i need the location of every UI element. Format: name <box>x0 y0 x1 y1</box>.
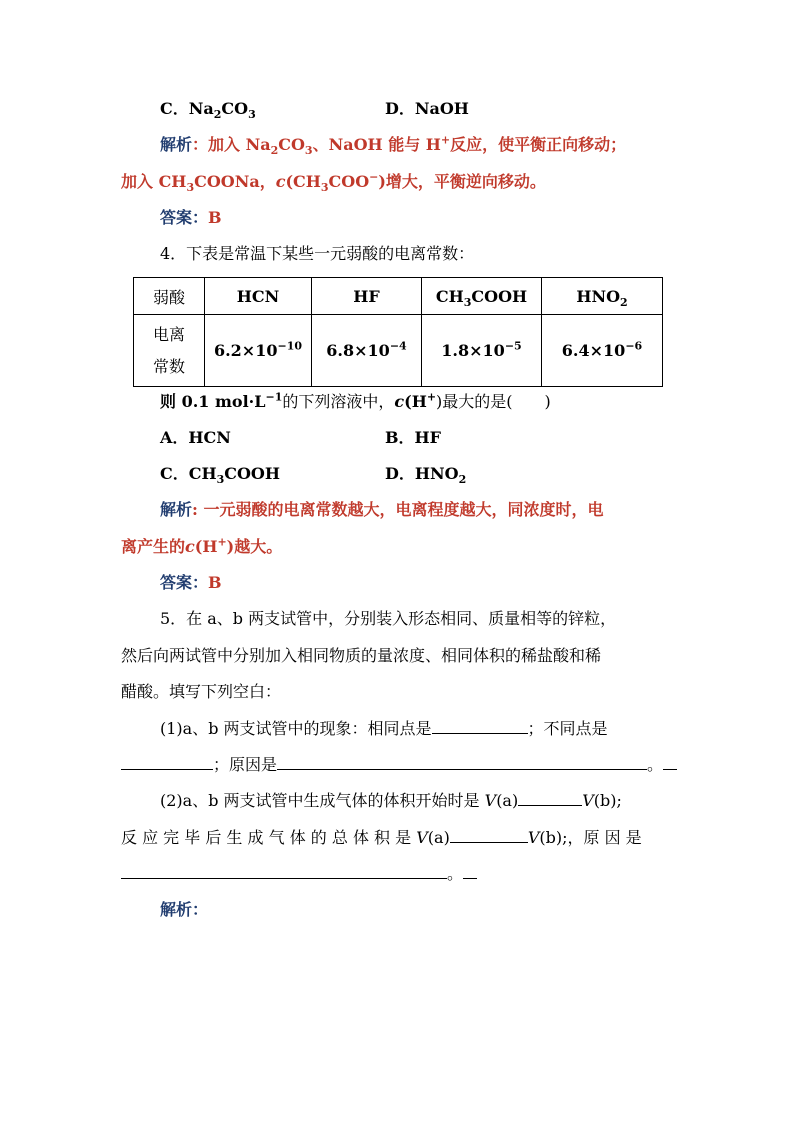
text: 。 <box>447 864 464 883</box>
text: ，原 因 是 <box>567 828 642 847</box>
value-base: 1.8×10 <box>441 341 505 360</box>
acid-hf: HF <box>312 278 422 315</box>
text: 反 应 完 毕 后 生 成 气 体 的 总 体 积 是 <box>121 828 417 847</box>
text: ；不同点是 <box>527 719 608 738</box>
q5-stem-line1: 5．在 a、b 两支试管中，分别装入形态相同、质量相等的锌粒， <box>160 609 617 628</box>
formula-part: COOH <box>471 286 528 306</box>
text: (H <box>404 392 427 411</box>
text: 离产生的 <box>121 537 186 556</box>
k-hcn <box>205 315 312 387</box>
text: )最大的是( ) <box>436 392 551 411</box>
blank-tail <box>663 753 677 770</box>
q3-analysis-line2 <box>121 171 546 193</box>
analysis-label: 解析 <box>160 900 193 919</box>
answer-blank-total-volume[interactable] <box>450 826 528 843</box>
row-label-ionization-constant <box>134 315 205 387</box>
text: (b); <box>539 828 568 847</box>
text: (1)a、b 两支试管中的现象：相同点是 <box>160 719 432 738</box>
colon: ： <box>192 900 209 919</box>
text: 加入 CH <box>121 172 187 191</box>
row-label-weak-acid: 弱酸 <box>134 278 205 315</box>
italic-v: V <box>527 828 540 847</box>
italic-v: V <box>416 828 428 847</box>
label-part: 电离 <box>152 324 185 344</box>
formula-part: HNO <box>576 286 621 306</box>
text: (H <box>194 537 218 556</box>
value-base: 6.4×10 <box>561 341 626 360</box>
text: D．HNO <box>385 464 459 483</box>
acid-ch3cooh <box>422 278 542 315</box>
formula-part: CO <box>221 99 249 118</box>
analysis-label: 解析 <box>160 500 193 519</box>
option-c-letter: C． <box>160 99 189 118</box>
text: )增大，平衡逆向移动。 <box>378 172 546 191</box>
text: (a) <box>496 791 519 810</box>
answer-label: 答案 <box>160 208 193 227</box>
subscript: 2 <box>213 108 222 122</box>
text: 、NaOH 能与 H <box>312 135 441 154</box>
q3-option-c <box>160 98 256 120</box>
q5-part2-line1 <box>160 789 622 812</box>
q5-analysis <box>160 899 208 921</box>
analysis-label: 解析 <box>160 135 193 154</box>
answer-blank-initial-volume[interactable] <box>518 789 582 806</box>
exponent: −6 <box>625 339 643 353</box>
q5-stem-line2: 然后向两试管中分别加入相同物质的量浓度、相同体积的稀盐酸和稀 <box>121 646 602 665</box>
q3-option-d: D．NaOH <box>385 99 469 118</box>
text: 的下列溶液中， <box>282 392 395 411</box>
superscript: + <box>440 133 451 147</box>
italic-v: V <box>582 791 594 810</box>
answer-blank-reason[interactable] <box>277 753 647 770</box>
q4-question <box>160 391 551 413</box>
exponent: −4 <box>389 339 407 353</box>
superscript: − <box>369 170 379 184</box>
text: ：加入 Na <box>192 135 271 154</box>
q4-option-a: A．HCN <box>160 428 231 447</box>
subscript: 3 <box>216 473 225 487</box>
ionization-constant-table <box>133 277 663 387</box>
q4-analysis-line1 <box>160 499 604 521</box>
subscript: 3 <box>304 144 313 158</box>
answer-label: 答案 <box>160 573 193 592</box>
q5-part1-line2 <box>121 753 677 776</box>
q4-option-d <box>385 463 466 485</box>
italic-c: c <box>394 392 405 411</box>
superscript: −1 <box>265 390 283 404</box>
blank-tail <box>463 862 477 879</box>
answer-blank-same[interactable] <box>432 717 528 734</box>
table-row <box>134 278 663 315</box>
subscript: 3 <box>463 295 472 309</box>
q3-analysis-line1 <box>160 134 626 156</box>
text: : 一元弱酸的电离常数越大，电离程度越大，同浓度时，电 <box>192 500 604 519</box>
q4-option-b: B．HF <box>385 428 442 447</box>
answer-blank-reason-2[interactable] <box>121 862 447 879</box>
text: (b); <box>593 791 622 810</box>
q3-answer <box>160 207 222 229</box>
subscript: 3 <box>186 181 195 195</box>
colon: ： <box>192 208 209 227</box>
text: COONa， <box>194 172 276 191</box>
italic-c: c <box>185 537 195 556</box>
text: COO <box>328 172 370 191</box>
subscript: 2 <box>458 473 467 487</box>
text: (CH <box>285 172 321 191</box>
text: (a) <box>427 828 450 847</box>
italic-v: V <box>484 791 497 810</box>
subscript: 2 <box>270 144 279 158</box>
value-base: 6.2×10 <box>213 341 278 360</box>
text: )越大。 <box>226 537 283 556</box>
formula-part: CH <box>435 286 464 306</box>
k-hf <box>312 315 422 387</box>
q4-option-c <box>160 463 280 485</box>
text: C．CH <box>160 464 217 483</box>
text: ；原因是 <box>213 755 278 774</box>
acid-hcn: HCN <box>205 278 312 315</box>
answer-value: B <box>208 208 222 227</box>
k-hno2 <box>542 315 663 387</box>
text: 则 0.1 mol·L <box>160 392 266 411</box>
superscript: + <box>217 535 227 549</box>
subscript: 2 <box>620 295 628 309</box>
answer-value: B <box>208 573 222 592</box>
table-row <box>134 315 663 387</box>
text: COOH <box>224 464 280 483</box>
text: CO <box>278 135 305 154</box>
italic-c: c <box>275 172 286 191</box>
subscript: 3 <box>320 181 329 195</box>
text: 。 <box>647 755 664 774</box>
subscript: 3 <box>248 108 256 122</box>
q5-part2-line3 <box>121 862 477 885</box>
k-ch3cooh <box>422 315 542 387</box>
acid-hno2 <box>542 278 663 315</box>
value-base: 6.8×10 <box>326 341 390 360</box>
q4-analysis-line2 <box>121 536 282 558</box>
q5-stem-line3: 醋酸。填写下列空白： <box>121 682 282 701</box>
text: 反应，使平衡正向移动； <box>450 135 627 154</box>
q4-stem: 4．下表是常温下某些一元弱酸的电离常数： <box>160 244 475 263</box>
exponent: −10 <box>277 339 303 353</box>
superscript: + <box>426 390 437 404</box>
text: (2)a、b 两支试管中生成气体的体积开始时是 <box>160 791 485 810</box>
colon: ： <box>192 573 209 592</box>
q5-part2-line2 <box>121 826 642 849</box>
exponent: −5 <box>504 339 522 353</box>
q4-answer <box>160 572 222 594</box>
formula-part: Na <box>188 99 214 118</box>
q5-part1-line1 <box>160 717 608 740</box>
label-part: 常数 <box>152 356 185 376</box>
answer-blank-different[interactable] <box>121 753 213 770</box>
